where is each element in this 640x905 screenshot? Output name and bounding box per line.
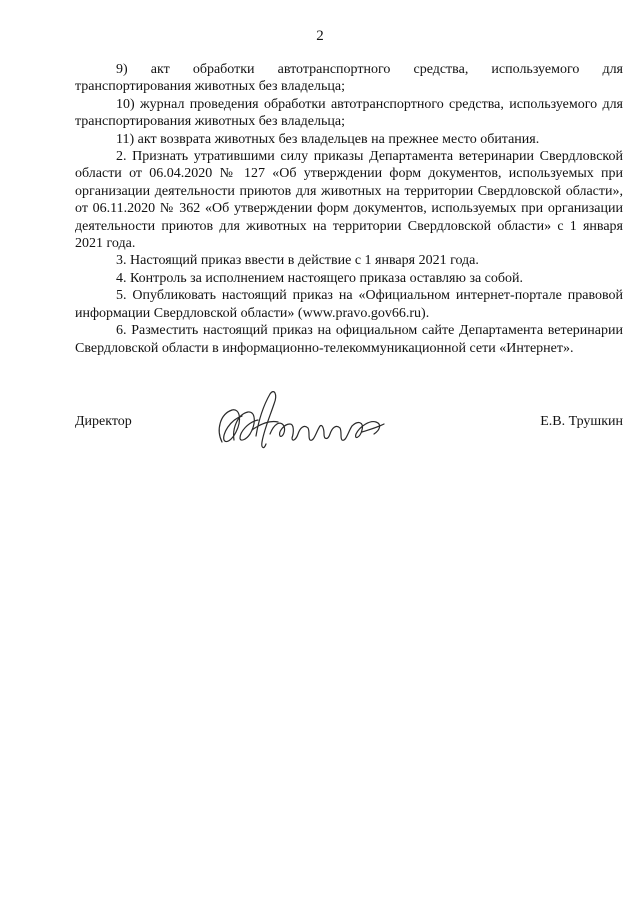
handwritten-signature [212, 390, 392, 460]
paragraph-item-9: 9) акт обработки автотранспортного средства, используемого для транспортирования животных без владельца; [75, 62, 623, 95]
document-body [75, 61, 623, 357]
paragraph-clause-5: 5. Опубликовать настоящий приказ на «Официальном интернет-портале правовой информации Свердловской области» (www.pravo.gov66.ru). [75, 288, 623, 321]
signatory-name: Е.В. Трушкин [540, 414, 623, 429]
paragraph-clause-6: 6. Разместить настоящий приказ на официальном сайте Департамента ветеринарии Свердловской области в информационно-телекоммуникационной сети «Интернет». [75, 323, 623, 356]
paragraph-item-10: 10) журнал проведения обработки автотранспортного средства, используемого для транспортирования животных без владельца; [75, 96, 623, 130]
signatory-title: Директор [75, 414, 132, 429]
paragraph-clause-3: 3. Настоящий приказ ввести в действие с 1 января 2021 года. [116, 253, 479, 269]
page-number: 2 [316, 28, 324, 44]
paragraph-clause-2: 2. Признать утратившими силу приказы Департамента ветеринарии Свердловской области от 06.04.2020 № 127 «Об утверждении форм документов, используемых при организации деятельности приютов для животных на территории Свердловской области», от 06.11.2020 № 362 «Об утверждении форм документов, используемых при организации деятельности приютов для животных на территории Свердловской области» с 1 января 2021 года. [75, 149, 623, 252]
signature-block [75, 400, 623, 460]
paragraph-clause-4: 4. Контроль за исполнением настоящего приказа оставляю за собой. [116, 270, 524, 286]
paragraph-item-11: 11) акт возврата животных без владельцев на прежнее место обитания. [116, 131, 540, 147]
